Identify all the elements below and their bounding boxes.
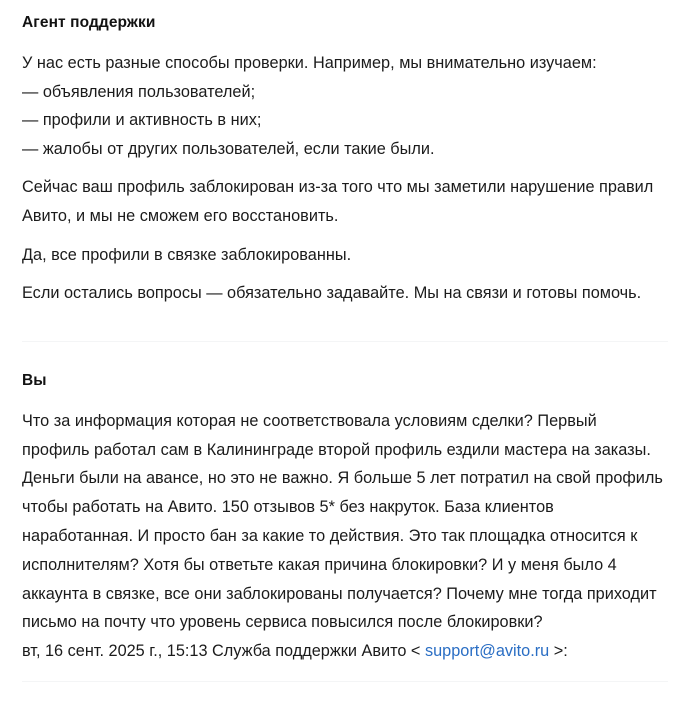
user-paragraph-question: Что за информация которая не соответствовала условиям сделки? Первый профиль работал сам в Калининграде второй профиль ездили мастера на заказы. Деньги были на авансе, но это не важно. Я больше 5 лет потратил на свой профиль чтобы работать на Авито. 150 отзывов 5* без накруток. База клиентов наработанная. И просто бан за какие то действия. Это так площадка относится к исполнителям? Хотя бы ответьте какая причина блокировки? И у меня было 4 аккаунта в связке, все они заблокированы получается? Почему мне тогда приходит письмо на почту что уровень сервиса повысился после блокировки? — [22, 411, 663, 632]
support-email-link[interactable]: support@avito.ru — [424, 642, 550, 661]
agent-bullet-complaints: — жалобы от других пользователей, если такие были. — [22, 139, 435, 158]
agent-paragraph-linked-profiles: Да, все профили в связке заблокированны. — [22, 245, 352, 264]
message-sender-you: Вы — [22, 371, 47, 389]
agent-paragraph-intro: У нас есть разные способы проверки. Например, мы внимательно изучаем: — [22, 54, 597, 72]
agent-bullet-profiles: — профили и активность в них; — [22, 111, 262, 130]
divider-spacer — [22, 342, 668, 371]
agent-paragraph-block-notice: Сейчас ваш профиль заблокирован из-за того что мы заметили нарушение правил Авито, и мы не сможем его восстановить. — [22, 178, 654, 225]
message-body-agent — [22, 32, 668, 308]
quoted-date-sender: вт, 16 сент. 2025 г., 15:13 Служба поддержки Авито < — [22, 642, 421, 661]
message-sender-agent: Агент поддержки — [22, 14, 156, 31]
quoted-header — [22, 637, 668, 663]
message-agent-support — [22, 0, 668, 308]
bottom-divider — [22, 681, 668, 682]
agent-bullet-listings: — объявления пользователей; — [22, 82, 256, 101]
quoted-tail: >: — [553, 642, 568, 661]
agent-paragraph-closing: Если остались вопросы — обязательно задавайте. Мы на связи и готовы помочь. — [22, 284, 642, 303]
message-user — [22, 371, 668, 663]
message-body-you — [22, 390, 668, 637]
